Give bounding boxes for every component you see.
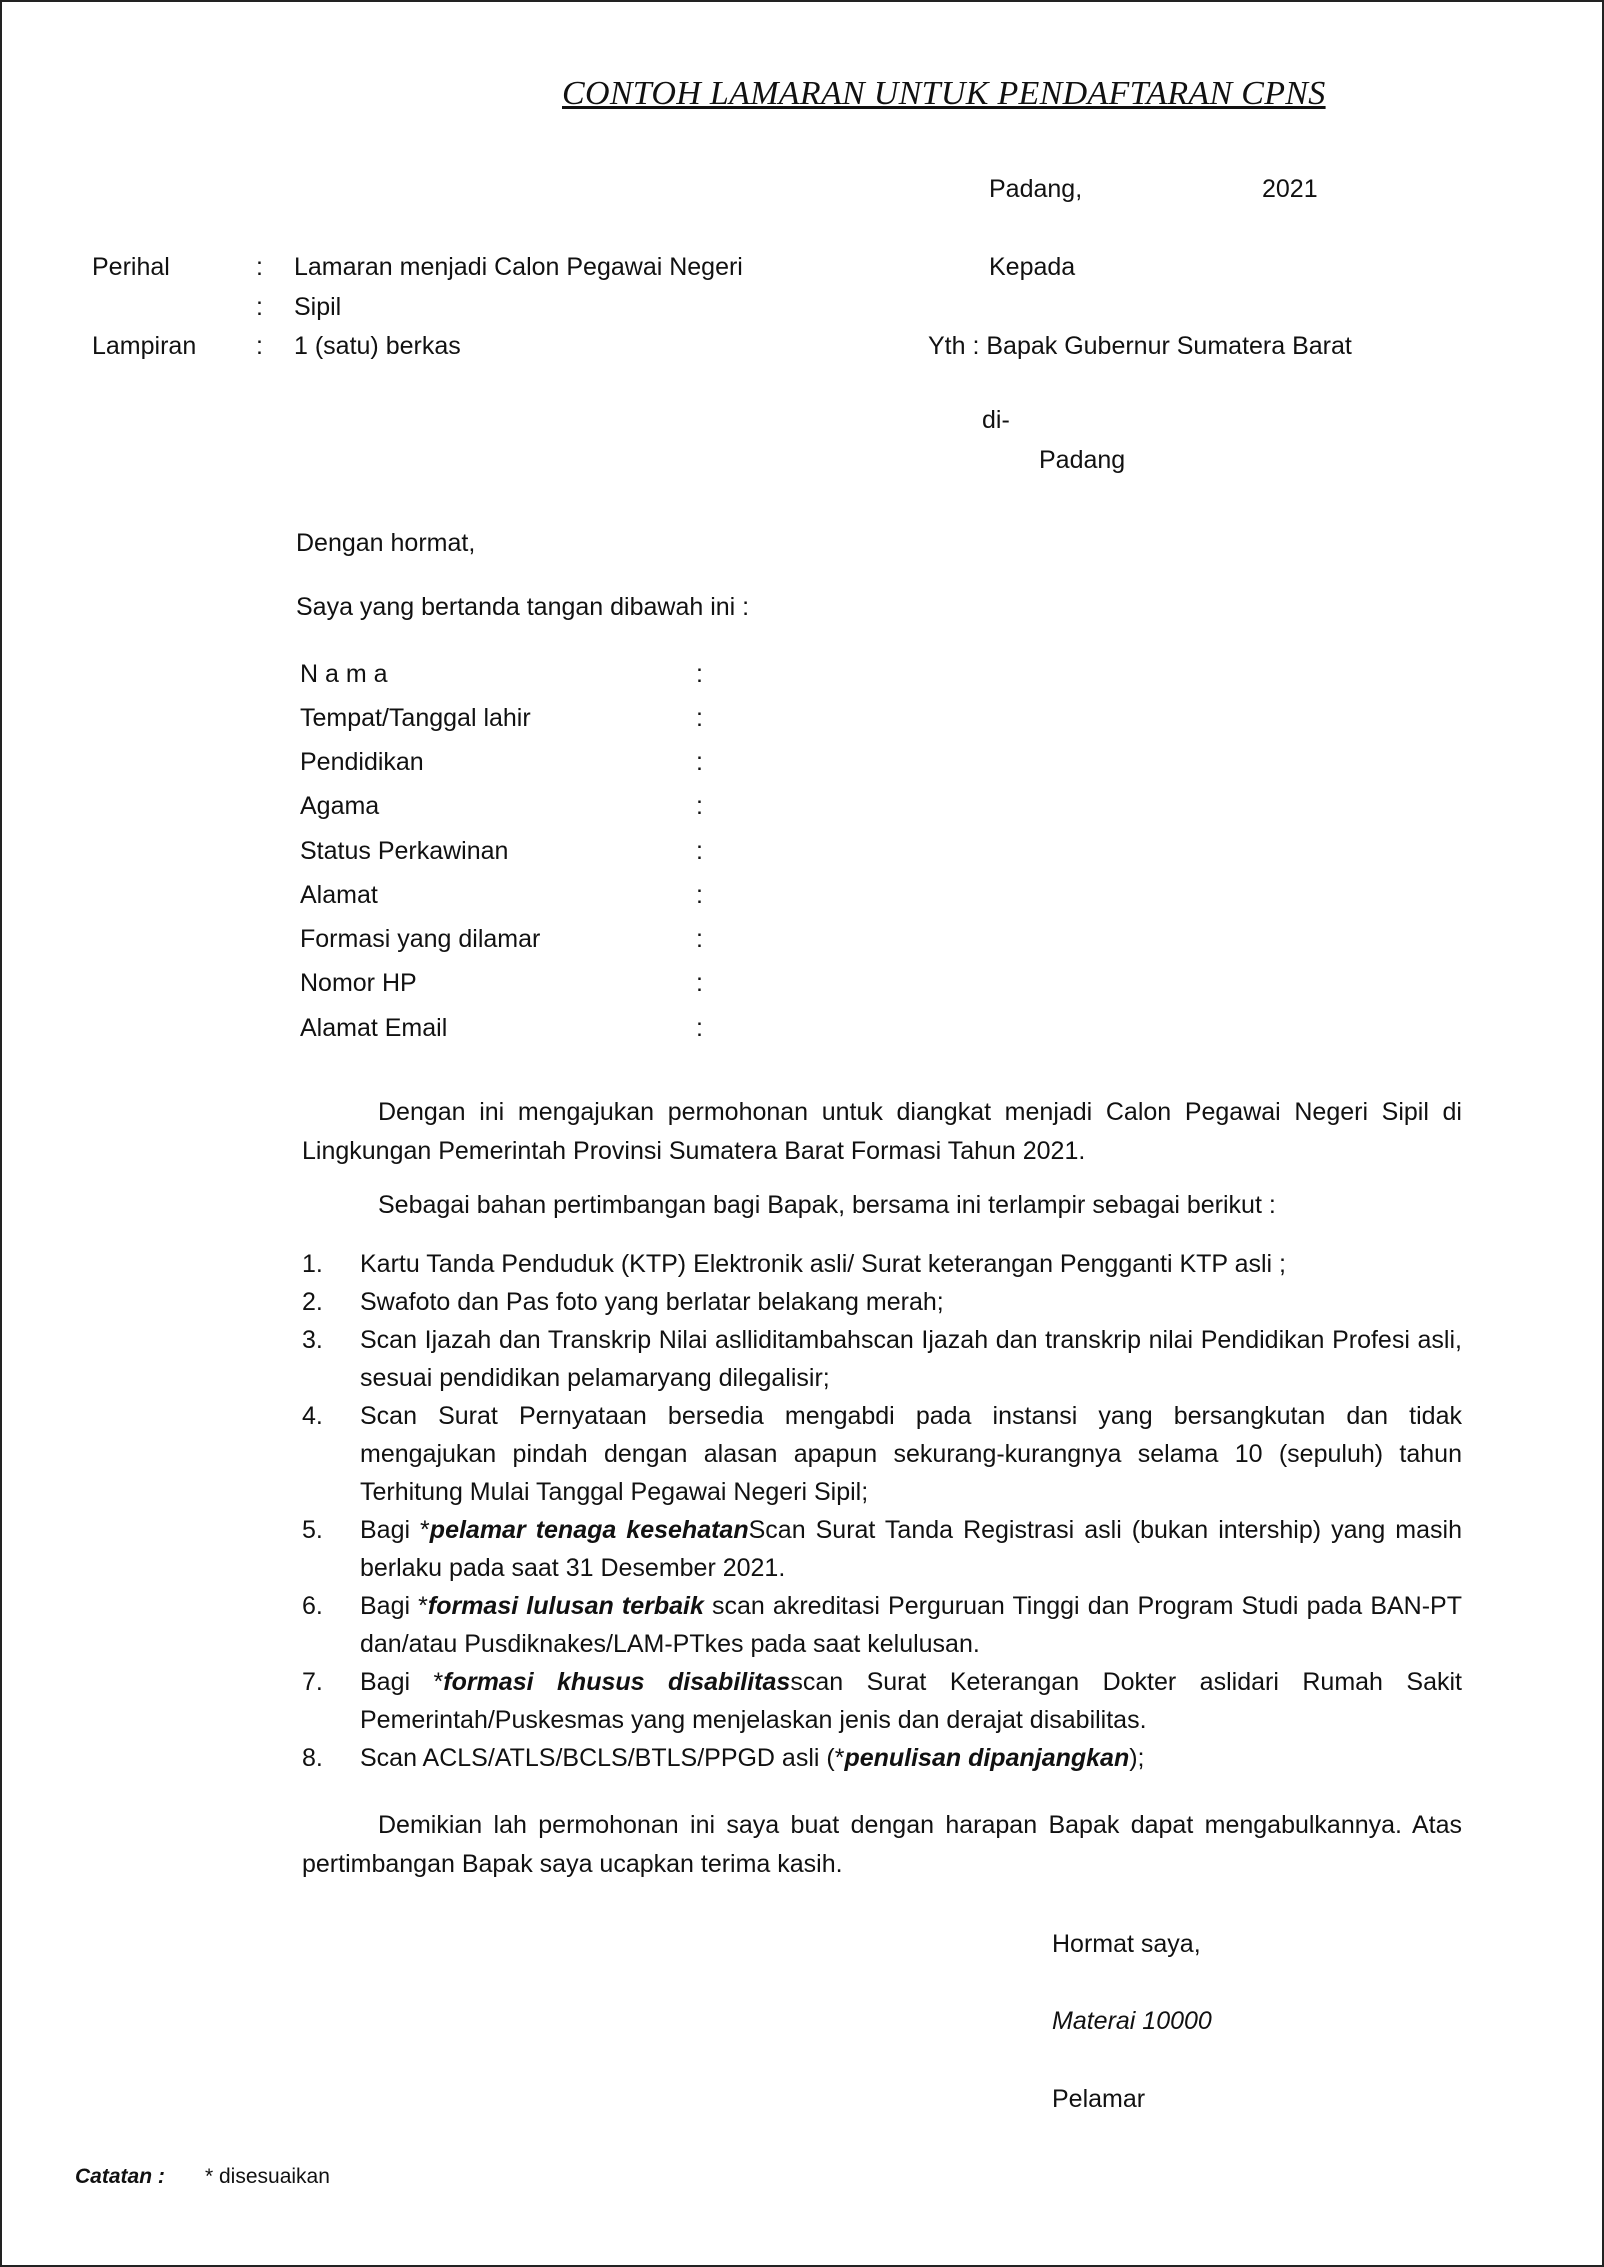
list-item: 2. Swafoto dan Pas foto yang berlatar belakang merah; bbox=[302, 1288, 944, 1316]
field-colon: : bbox=[696, 969, 703, 997]
lampiran-label: Lampiran bbox=[92, 332, 197, 360]
signature-materai: Materai 10000 bbox=[1052, 2007, 1212, 2035]
signature-hormat: Hormat saya, bbox=[1052, 1930, 1201, 1958]
list-item: 6. Bagi *formasi lulusan terbaik scan akreditasi Perguruan Tinggi dan Program Studi pada BAN-PT dan/atau Pusdiknakes/LAM-PTkes pada saat kelulusan. bbox=[302, 1592, 1462, 1658]
signature-pelamar: Pelamar bbox=[1052, 2085, 1146, 2113]
field-agama: Agama bbox=[300, 792, 380, 820]
field-colon: : bbox=[696, 660, 703, 688]
field-alamat: Alamat bbox=[300, 881, 378, 909]
recipient-yth: Yth : Bapak Gubernur Sumatera Barat bbox=[928, 332, 1352, 360]
year: 2021 bbox=[1262, 175, 1318, 203]
note-label: Catatan : bbox=[75, 2165, 165, 2188]
perihal-value-line2: Sipil bbox=[294, 293, 342, 321]
field-colon: : bbox=[696, 925, 703, 953]
paragraph-closing: Demikian lah permohonan ini saya buat dengan harapan Bapak dapat mengabulkannya. Atas pertimbangan Bapak saya ucapkan terima kasih. bbox=[302, 1811, 1462, 1878]
perihal-colon-2: : bbox=[256, 293, 263, 321]
lampiran-colon: : bbox=[256, 332, 263, 360]
paragraph-attachments-intro: Sebagai bahan pertimbangan bagi Bapak, bersama ini terlampir sebagai berikut : bbox=[378, 1191, 1276, 1219]
field-formasi: Formasi yang dilamar bbox=[300, 925, 541, 953]
field-colon: : bbox=[696, 881, 703, 909]
field-colon: : bbox=[696, 704, 703, 732]
field-colon: : bbox=[696, 1014, 703, 1042]
greeting: Dengan hormat, bbox=[296, 529, 476, 557]
document-title: CONTOH LAMARAN UNTUK PENDAFTARAN CPNS bbox=[562, 75, 1326, 112]
perihal-value-line1: Lamaran menjadi Calon Pegawai Negeri bbox=[294, 253, 743, 281]
lampiran-value: 1 (satu) berkas bbox=[294, 332, 461, 360]
paragraph-application: Dengan ini mengajukan permohonan untuk diangkat menjadi Calon Pegawai Negeri Sipil di Lingkungan Pemerintah Provinsi Sumatera Barat Formasi Tahun 2021. bbox=[302, 1098, 1462, 1165]
kepada: Kepada bbox=[989, 253, 1076, 281]
field-pendidikan: Pendidikan bbox=[300, 748, 424, 776]
list-item: 8. Scan ACLS/ATLS/BCLS/BTLS/PPGD asli (*penulisan dipanjangkan); bbox=[302, 1744, 1145, 1772]
field-alamat-email: Alamat Email bbox=[300, 1014, 448, 1042]
intro-line: Saya yang bertanda tangan dibawah ini : bbox=[296, 593, 750, 621]
note-text: * disesuaikan bbox=[205, 2165, 330, 2188]
list-item: 4. Scan Surat Pernyataan bersedia mengabdi pada instansi yang bersangkutan dan tidak mengajukan pindah dengan alasan apapun sekurang-kurangnya selama 10 (sepuluh) tahun Terhitung Mulai Tanggal Pegawai Negeri Sipil; bbox=[302, 1402, 1462, 1506]
list-item: 7. Bagi *formasi khusus disabilitasscan Surat Keterangan Dokter aslidari Rumah Sakit Pemerintah/Puskesmas yang menjelaskan jenis dan derajat disabilitas. bbox=[302, 1668, 1462, 1734]
field-tempat-tanggal-lahir: Tempat/Tanggal lahir bbox=[300, 704, 531, 732]
city-date: Padang, bbox=[989, 175, 1083, 203]
recipient-city: Padang bbox=[1039, 446, 1126, 474]
field-nomor-hp: Nomor HP bbox=[300, 969, 417, 997]
field-colon: : bbox=[696, 748, 703, 776]
attachments-list bbox=[302, 1245, 1462, 1777]
list-item: 1. Kartu Tanda Penduduk (KTP) Elektronik asli/ Surat keterangan Pengganti KTP asli ; bbox=[302, 1250, 1286, 1278]
perihal-label: Perihal bbox=[92, 253, 170, 281]
field-nama: N a m a bbox=[300, 660, 388, 688]
field-status-perkawinan: Status Perkawinan bbox=[300, 837, 509, 865]
field-colon: : bbox=[696, 837, 703, 865]
list-item: 5. Bagi *pelamar tenaga kesehatanScan Surat Tanda Registrasi asli (bukan intership) yang masih berlaku pada saat 31 Desember 2021. bbox=[302, 1516, 1462, 1582]
recipient-di: di- bbox=[982, 406, 1010, 434]
field-colon: : bbox=[696, 792, 703, 820]
list-item: 3. Scan Ijazah dan Transkrip Nilai aslliditambahscan Ijazah dan transkrip nilai Pendidikan Profesi asli, sesuai pendidikan pelamaryang dilegalisir; bbox=[302, 1326, 1462, 1392]
perihal-colon: : bbox=[256, 253, 263, 281]
